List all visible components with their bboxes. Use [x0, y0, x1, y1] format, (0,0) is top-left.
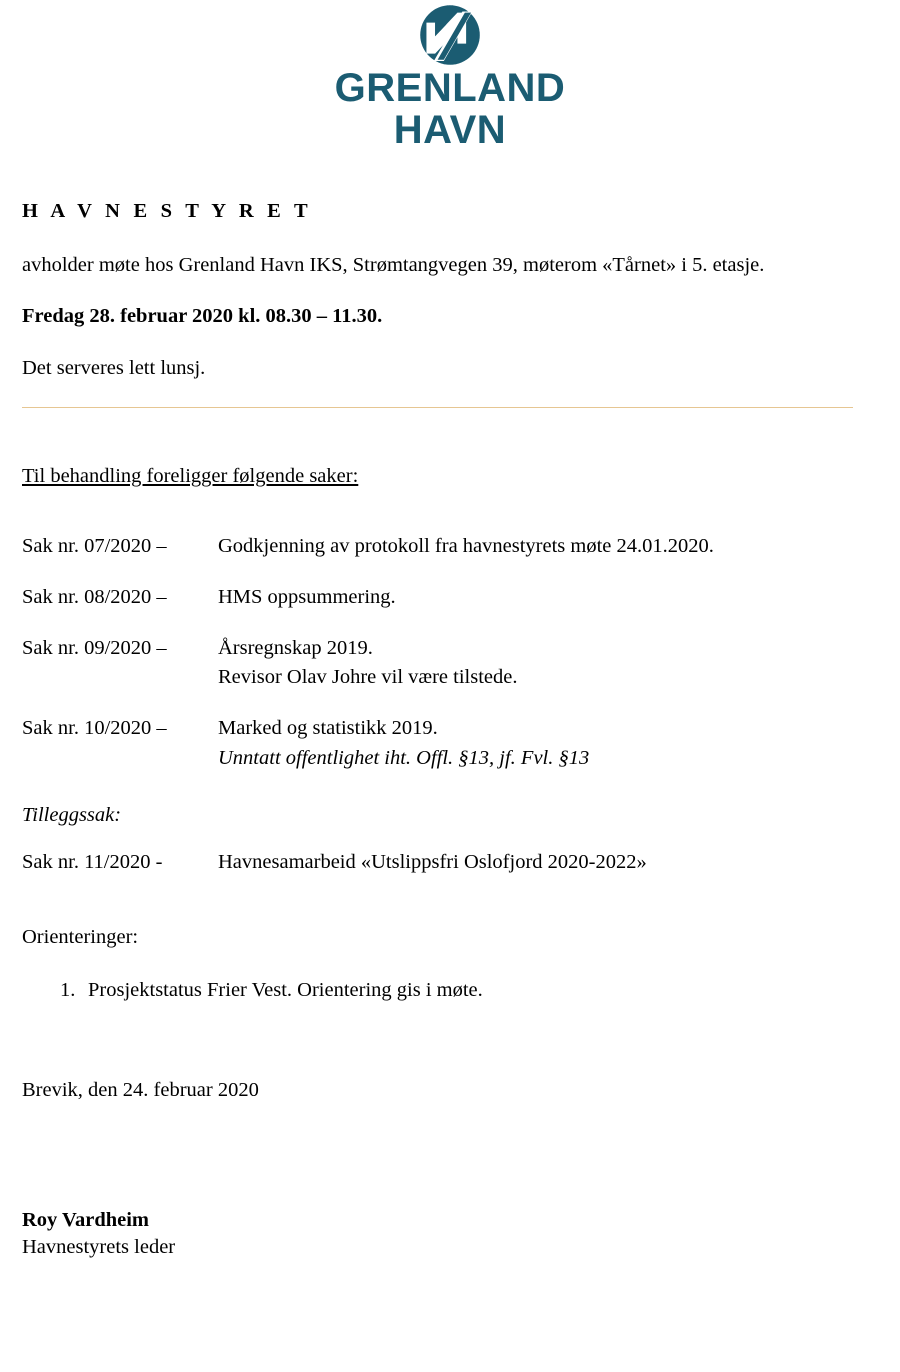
agenda-item-line: Revisor Olav Johre vil være tilstede. — [218, 666, 518, 689]
signature-name: Roy Vardheim — [22, 1209, 150, 1232]
list-item — [60, 977, 878, 1004]
agenda-item-line: Havnesamarbeid «Utslippsfri Oslofjord 2020-2022» — [218, 851, 647, 874]
lunch-note-text: Det serveres lett lunsj. — [22, 356, 206, 379]
agenda-item-label: Sak nr. 09/2020 – — [22, 637, 167, 660]
agenda-item — [22, 583, 878, 612]
agenda-item — [22, 532, 878, 561]
agenda-item-line: Godkjenning av protokoll fra havnestyrets møte 24.01.2020. — [218, 535, 714, 558]
briefings-list — [22, 977, 878, 1004]
agenda-list — [22, 532, 878, 773]
agenda-item-body — [218, 583, 878, 612]
meeting-location-text: avholder møte hos Grenland Havn IKS, Strømtangvegen 39, møterom «Tårnet» i 5. etasje. — [22, 253, 765, 276]
agenda-item-line: HMS oppsummering. — [218, 586, 396, 609]
agenda-item — [22, 714, 878, 772]
agenda-item-label: Sak nr. 11/2020 - — [22, 851, 163, 874]
agenda-item — [22, 634, 878, 692]
briefings-heading: Orienteringer: — [22, 926, 139, 949]
agenda-item — [22, 848, 878, 877]
agenda-item-body — [218, 634, 878, 692]
document-content — [22, 200, 878, 1260]
agenda-item-label: Sak nr. 07/2020 – — [22, 535, 167, 558]
grenland-havn-circular-wave-mark-icon — [419, 4, 481, 66]
agenda-item-body — [218, 714, 878, 772]
agenda-item-label: Sak nr. 08/2020 – — [22, 586, 167, 609]
signature-block — [22, 1207, 878, 1259]
logo-word-line1: GRENLAND — [334, 66, 566, 110]
agenda-heading: Til behandling foreligger følgende saker: — [22, 465, 359, 488]
list-item-label: Prosjektstatus Frier Vest. Orientering gis i møte. — [88, 979, 483, 1002]
meeting-datetime-text: Fredag 28. februar 2020 kl. 08.30 – 11.30. — [22, 305, 383, 328]
closing-date-text: Brevik, den 24. februar 2020 — [22, 1078, 259, 1101]
list-item-number: 1. — [60, 979, 76, 1002]
agenda-item-body — [218, 848, 878, 877]
signature-role: Havnestyrets leder — [22, 1235, 176, 1258]
extra-agenda-list — [22, 848, 878, 877]
page-title: H A V N E S T Y R E T — [22, 200, 312, 222]
logo-block — [0, 4, 900, 150]
agenda-item-body — [218, 532, 878, 561]
logo-wordmark — [335, 68, 566, 150]
agenda-item-line: Marked og statistikk 2019. — [218, 717, 438, 740]
extra-agenda-heading: Tilleggssak: — [22, 803, 122, 826]
agenda-item-line: Årsregnskap 2019. — [218, 637, 373, 660]
agenda-item-confidentiality-note: Unntatt offentlighet iht. Offl. §13, jf. Fvl. §13 — [218, 746, 590, 769]
agenda-item-label: Sak nr. 10/2020 – — [22, 717, 167, 740]
logo-word-line2: HAVN — [393, 108, 507, 152]
